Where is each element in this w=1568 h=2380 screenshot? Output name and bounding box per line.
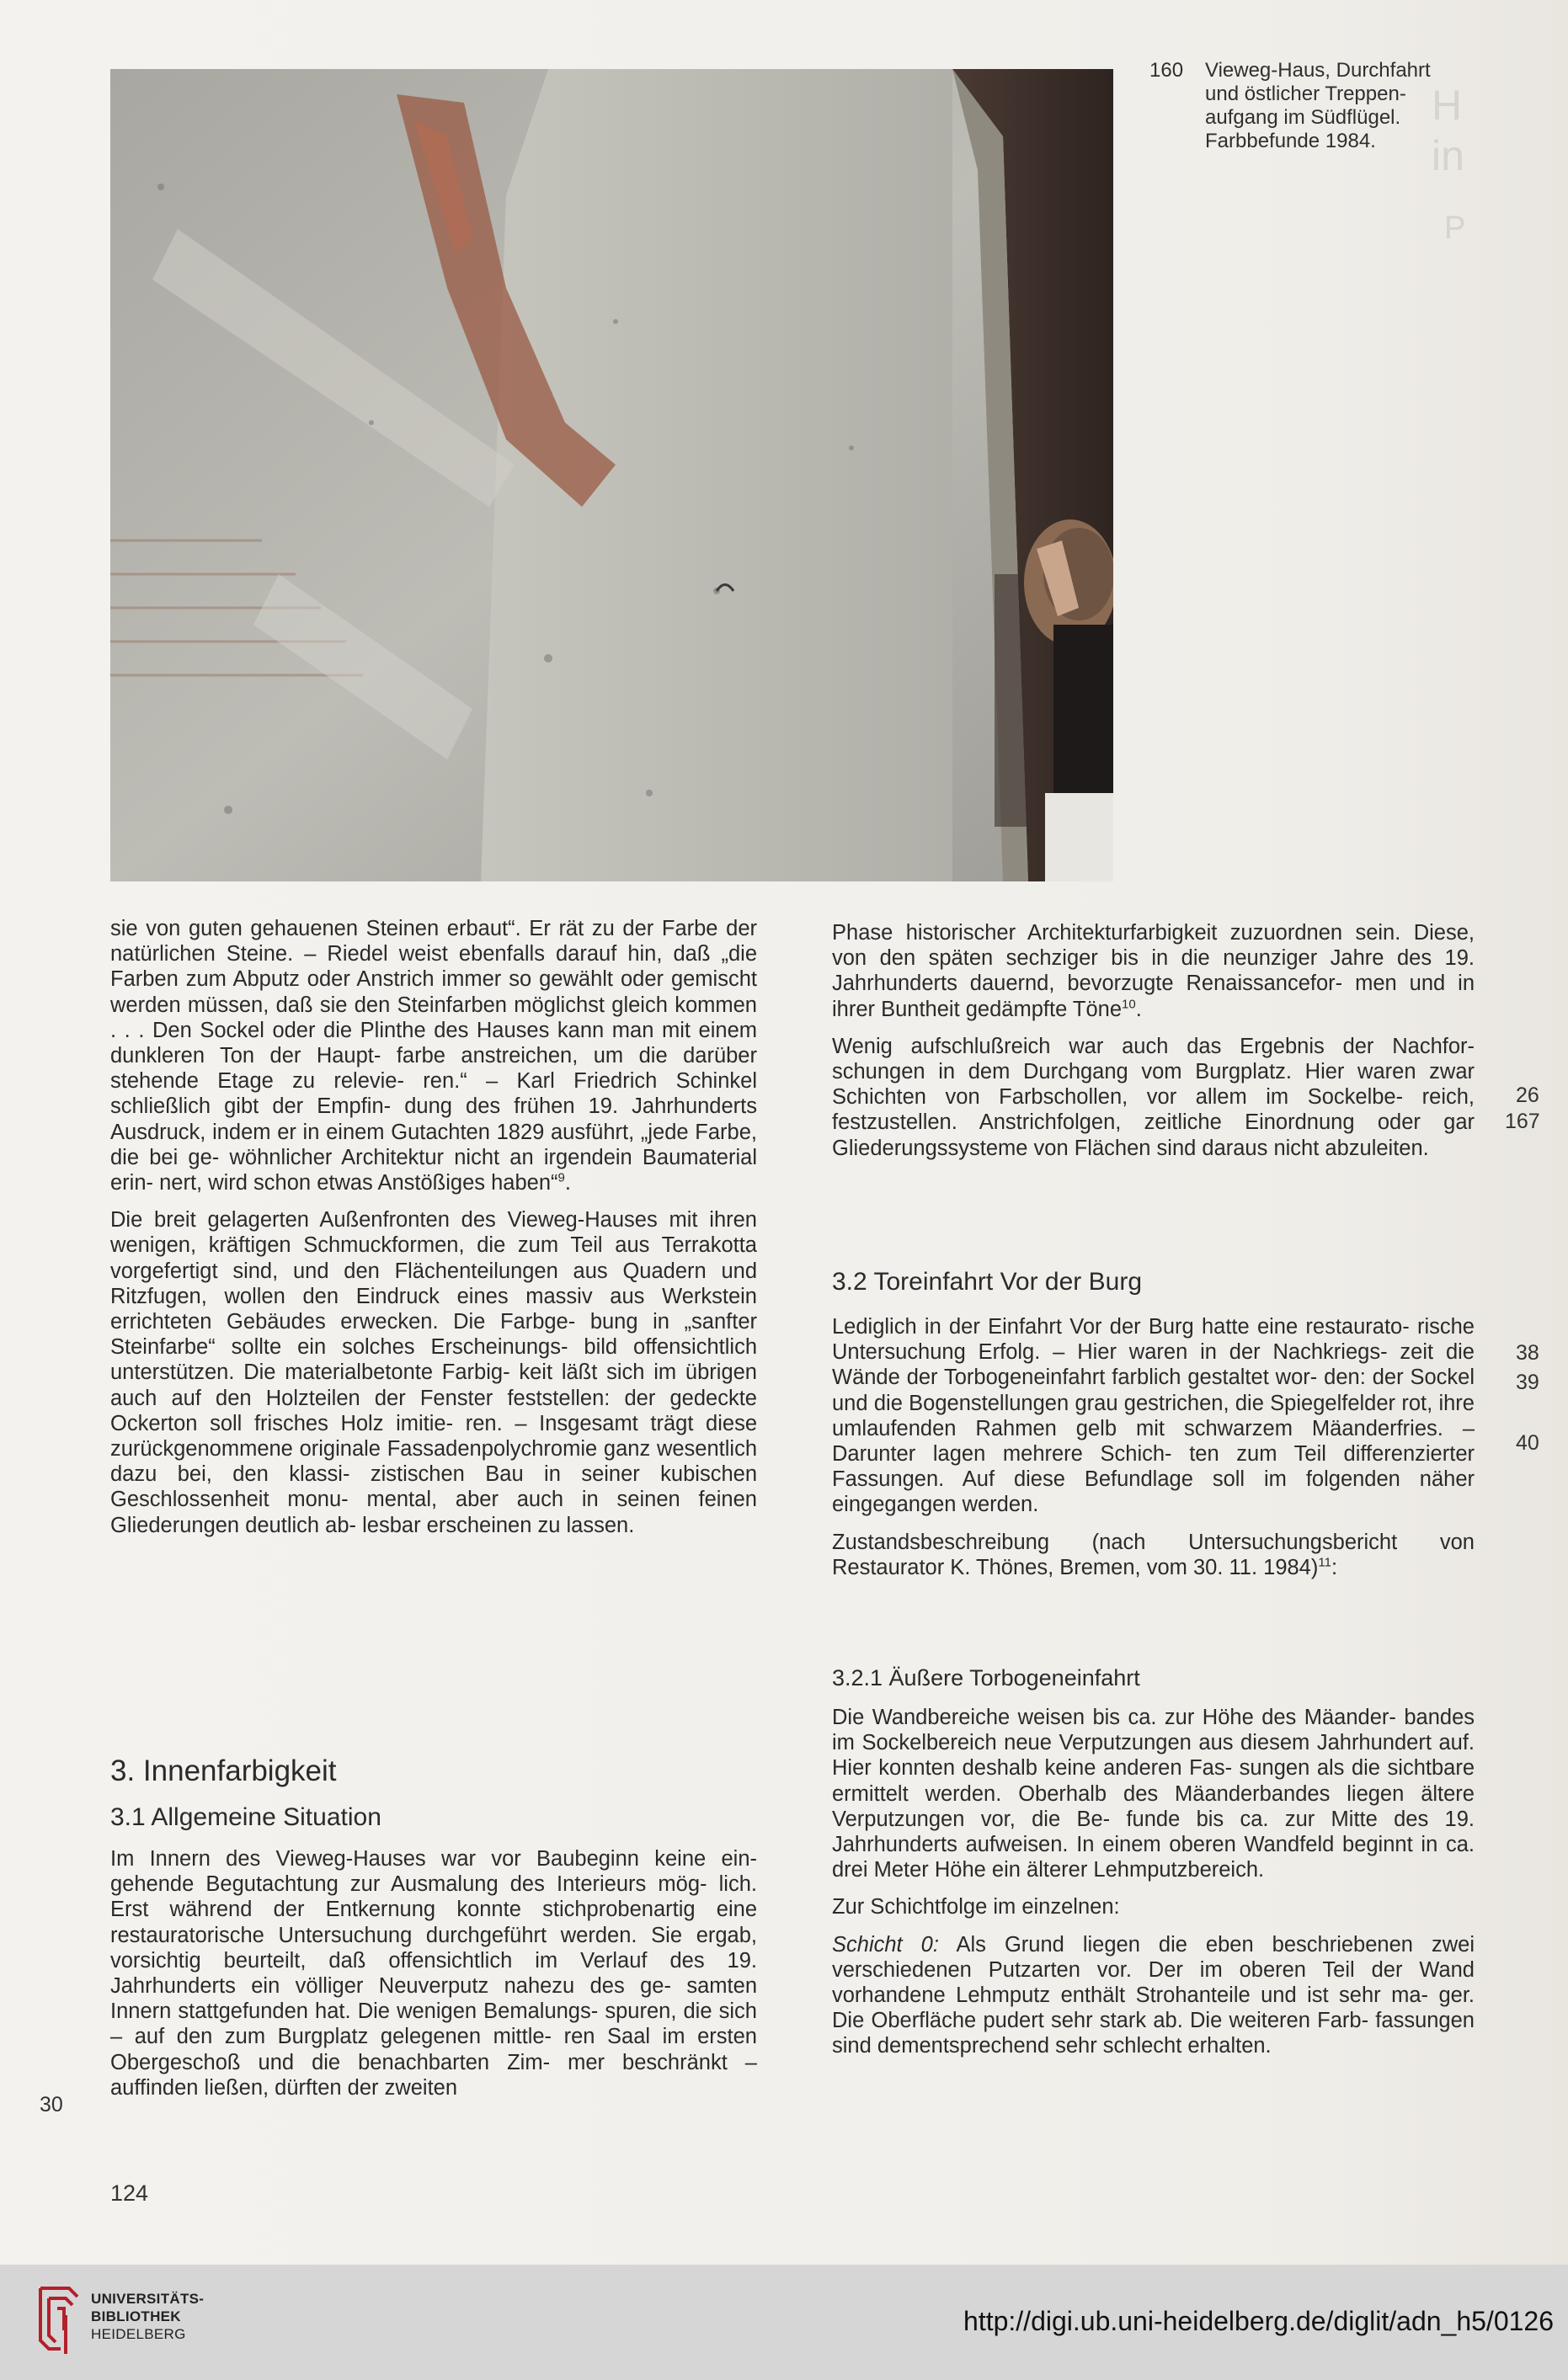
footer-bar	[0, 2265, 1568, 2380]
margin-ref: 167	[1505, 1110, 1540, 1133]
paragraph: Lediglich in der Einfahrt Vor der Burg hatte eine restaurato- rische Untersuchung Erfolg. – Hier waren in der Nachkriegs- zeit die Wände der Torbogeneinfahrt farblich gestaltet wor- den: der Sockel und die Bogenstellungen grau gestrichen, die Spiegelfelder rot, ihre umlaufenden Rahmen gelb mit schwarzem Mäanderfries. – Darunter lagen mehrere Schich- ten zum Teil differenzierter Fassungen. Auf diese Befundlage soll im folgenden näher eingegangen werden.	[832, 1315, 1475, 1517]
margin-ref: 40	[1516, 1431, 1539, 1455]
left-column-bottom	[110, 1846, 757, 2100]
caption-line: Vieweg-Haus, Durchfahrt	[1205, 59, 1431, 82]
caption-line: und östlicher Treppen-	[1205, 83, 1406, 105]
caption-text	[1205, 59, 1508, 153]
library-logo-icon	[35, 2281, 83, 2363]
section-heading-3-2: 3.2 Toreinfahrt Vor der Burg	[832, 1268, 1142, 1296]
photo-illustration	[110, 69, 1113, 881]
paragraph: Die Wandbereiche weisen bis ca. zur Höhe des Mäander- bandes im Sockelbereich neue Verputzungen aus diesem Jahrhundert auf. Hier konnten deshalb keine anderen Fas- sungen als die sichtbare ermittelt werden. Oberhalb des Mäanderbandes liegen ältere Verputzungen vor, die Be- funde bis ca. zur Mitte des 19. Jahrhunderts aufweisen. In einem oberen Wandfeld beginnt in ca. drei Meter Höhe ein älterer Lehmputzbereich.	[832, 1706, 1475, 1882]
footnote-ref: 10	[1122, 997, 1136, 1012]
paragraph: Zur Schichtfolge im einzelnen:	[832, 1895, 1120, 1919]
margin-ref: 39	[1516, 1371, 1539, 1394]
margin-ref: 38	[1516, 1341, 1539, 1365]
paragraph: Wenig aufschlußreich war auch das Ergebnis der Nachfor- schungen in dem Durchgang vom Burgplatz. Hier waren zwar Schichten von Farbschollen, vor allem im Sockelbe- reich, festzustellen. Anstrichfolgen, zeitliche Einordnung oder gar Gliederungssysteme von Flächen sind daraus nicht abzuleiten.	[832, 1034, 1475, 1160]
section-heading-3: 3. Innenfarbigkeit	[110, 1754, 337, 1787]
footnote-ref: 9	[557, 1170, 565, 1185]
footnote-ref: 11	[1318, 1555, 1331, 1570]
bleed-through-heading: H in	[1432, 82, 1464, 179]
page-number: 124	[110, 2180, 149, 2206]
right-column	[832, 920, 1475, 1161]
paragraph: Die breit gelagerten Außenfronten des Vieweg-Hauses mit ihren wenigen, kräftigen Schmuckformen, die zum Teil aus Terrakotta vorgefertigt sind, und den Flächenteilungen aus Quadern und Ritzfugen, wollen den Eindruck eines massiv aus Werkstein errichteten Gebäudes erwecken. Die Farbge- bung in „sanfter Steinfarbe“ sollte ein solches Erscheinungs- bild offensichtlich unterstützen. Die materialbetonte Farbig- keit läßt sich im übrigen auch auf den Holzteilen der Fenster feststellen: der gedeckte Ockerton soll frisches Holz imitie- ren. – Insgesamt trägt diese zurückgenommene originale Fassadenpolychromie ganz wesentlich dazu bei, den klassi- zistischen Bau in seiner kubischen Geschlossenheit monu- mental, aber auch in seinen feinen Gliederungen deutlich ab- lesbar erscheinen zu lassen.	[110, 1208, 758, 1537]
paragraph: Zustandsbeschreibung (nach Untersuchungsbericht von Restaurator K. Thönes, Bremen, vom 30. 11. 1984)$^{11}$:	[832, 1530, 1475, 1579]
left-column	[110, 916, 757, 1538]
caption-line: aufgang im Südflügel.	[1205, 106, 1401, 129]
italic-label: Schicht 0:	[832, 1932, 939, 1957]
margin-ref: 30	[40, 2093, 63, 2116]
caption-number: 160	[1149, 59, 1184, 82]
section-heading-3-2-1: 3.2.1 Äußere Torbogeneinfahrt	[832, 1665, 1140, 1690]
library-name: UNIVERSITÄTS- BIBLIOTHEK HEIDELBERG	[91, 2291, 205, 2342]
right-column-middle	[832, 1314, 1475, 1580]
right-column-bottom	[832, 1705, 1475, 2059]
bleed-through-text: P	[1444, 210, 1466, 246]
paragraph: Schicht 0: Als Grund liegen die eben beschriebenen zwei verschiedenen Putzarten vor. Der im oberen Teil der Wand vorhandene Lehmputz enthält Strohanteile und ist sehr ma- ger. Die Oberfläche pudert sehr stark ab. Die weiteren Farb- fassungen sind dementsprechend sehr schlecht erhalten.	[832, 1932, 1475, 2058]
paragraph: Phase historischer Architekturfarbigkeit zuzuordnen sein. Diese, von den späten sechziger bis in die neunziger Jahre des 19. Jahrhunderts dauernd, bevorzugte Renaissancefor- men und in ihrer Buntheit gedämpfte Töne$^{10}$.	[832, 921, 1475, 1021]
section-heading-3-1: 3.1 Allgemeine Situation	[110, 1803, 381, 1831]
caption-line: Farbbefunde 1984.	[1205, 130, 1376, 152]
paragraph: Im Innern des Vieweg-Hauses war vor Baubeginn keine ein- gehende Begutachtung zur Ausmalung des Interieurs mög- lich. Erst während der Entkernung konnte stichprobenartig eine restauratorische Untersuchung durchgeführt werden. Sie ergab, vorsichtig beurteilt, daß offensichtlich im Verlauf des 19. Jahrhunderts ein völliger Neuverputz nahezu des ge- samten Innern stattgefunden hat. Die wenigen Bemalungs- spuren, die sich – auf den zum Burgplatz gelegenen mittle- ren Saal im ersten Obergeschoß und die benachbarten Zim- mer beschränkt – auffinden ließen, dürften der zweiten	[110, 1847, 758, 2100]
source-url-link[interactable]: http://digi.ub.uni-heidelberg.de/diglit/adn_h5/0126	[963, 2306, 1554, 2336]
paragraph: sie von guten gehauenen Steinen erbaut“. Er rät zu der Farbe der natürlichen Steine. – Riedel weist ebenfalls darauf hin, daß „die Farben zum Abputz oder Anstrich immer so gewählt oder gemischt werden müssen, daß sie den Steinfarben möglichst gleich kommen . . . Den Sockel oder die Plinthe des Hauses kann man mit einem dunkleren Ton der Haupt- farbe anstreichen, um die darüber stehende Etage zu relevie- ren.“ – Karl Friedrich Schinkel schließlich gibt der Empfin- dung des frühen 19. Jahrhunderts Ausdruck, indem er in einem Gutachten 1829 ausführt, „jede Farbe, die bei ge- wöhnlicher Architektur nicht an irgendein Baumaterial erin- nert, wird schon etwas Anstößiges haben“$^9$.	[110, 917, 757, 1195]
photo-wall-colour-findings	[110, 69, 1113, 881]
margin-ref: 26	[1516, 1084, 1539, 1107]
